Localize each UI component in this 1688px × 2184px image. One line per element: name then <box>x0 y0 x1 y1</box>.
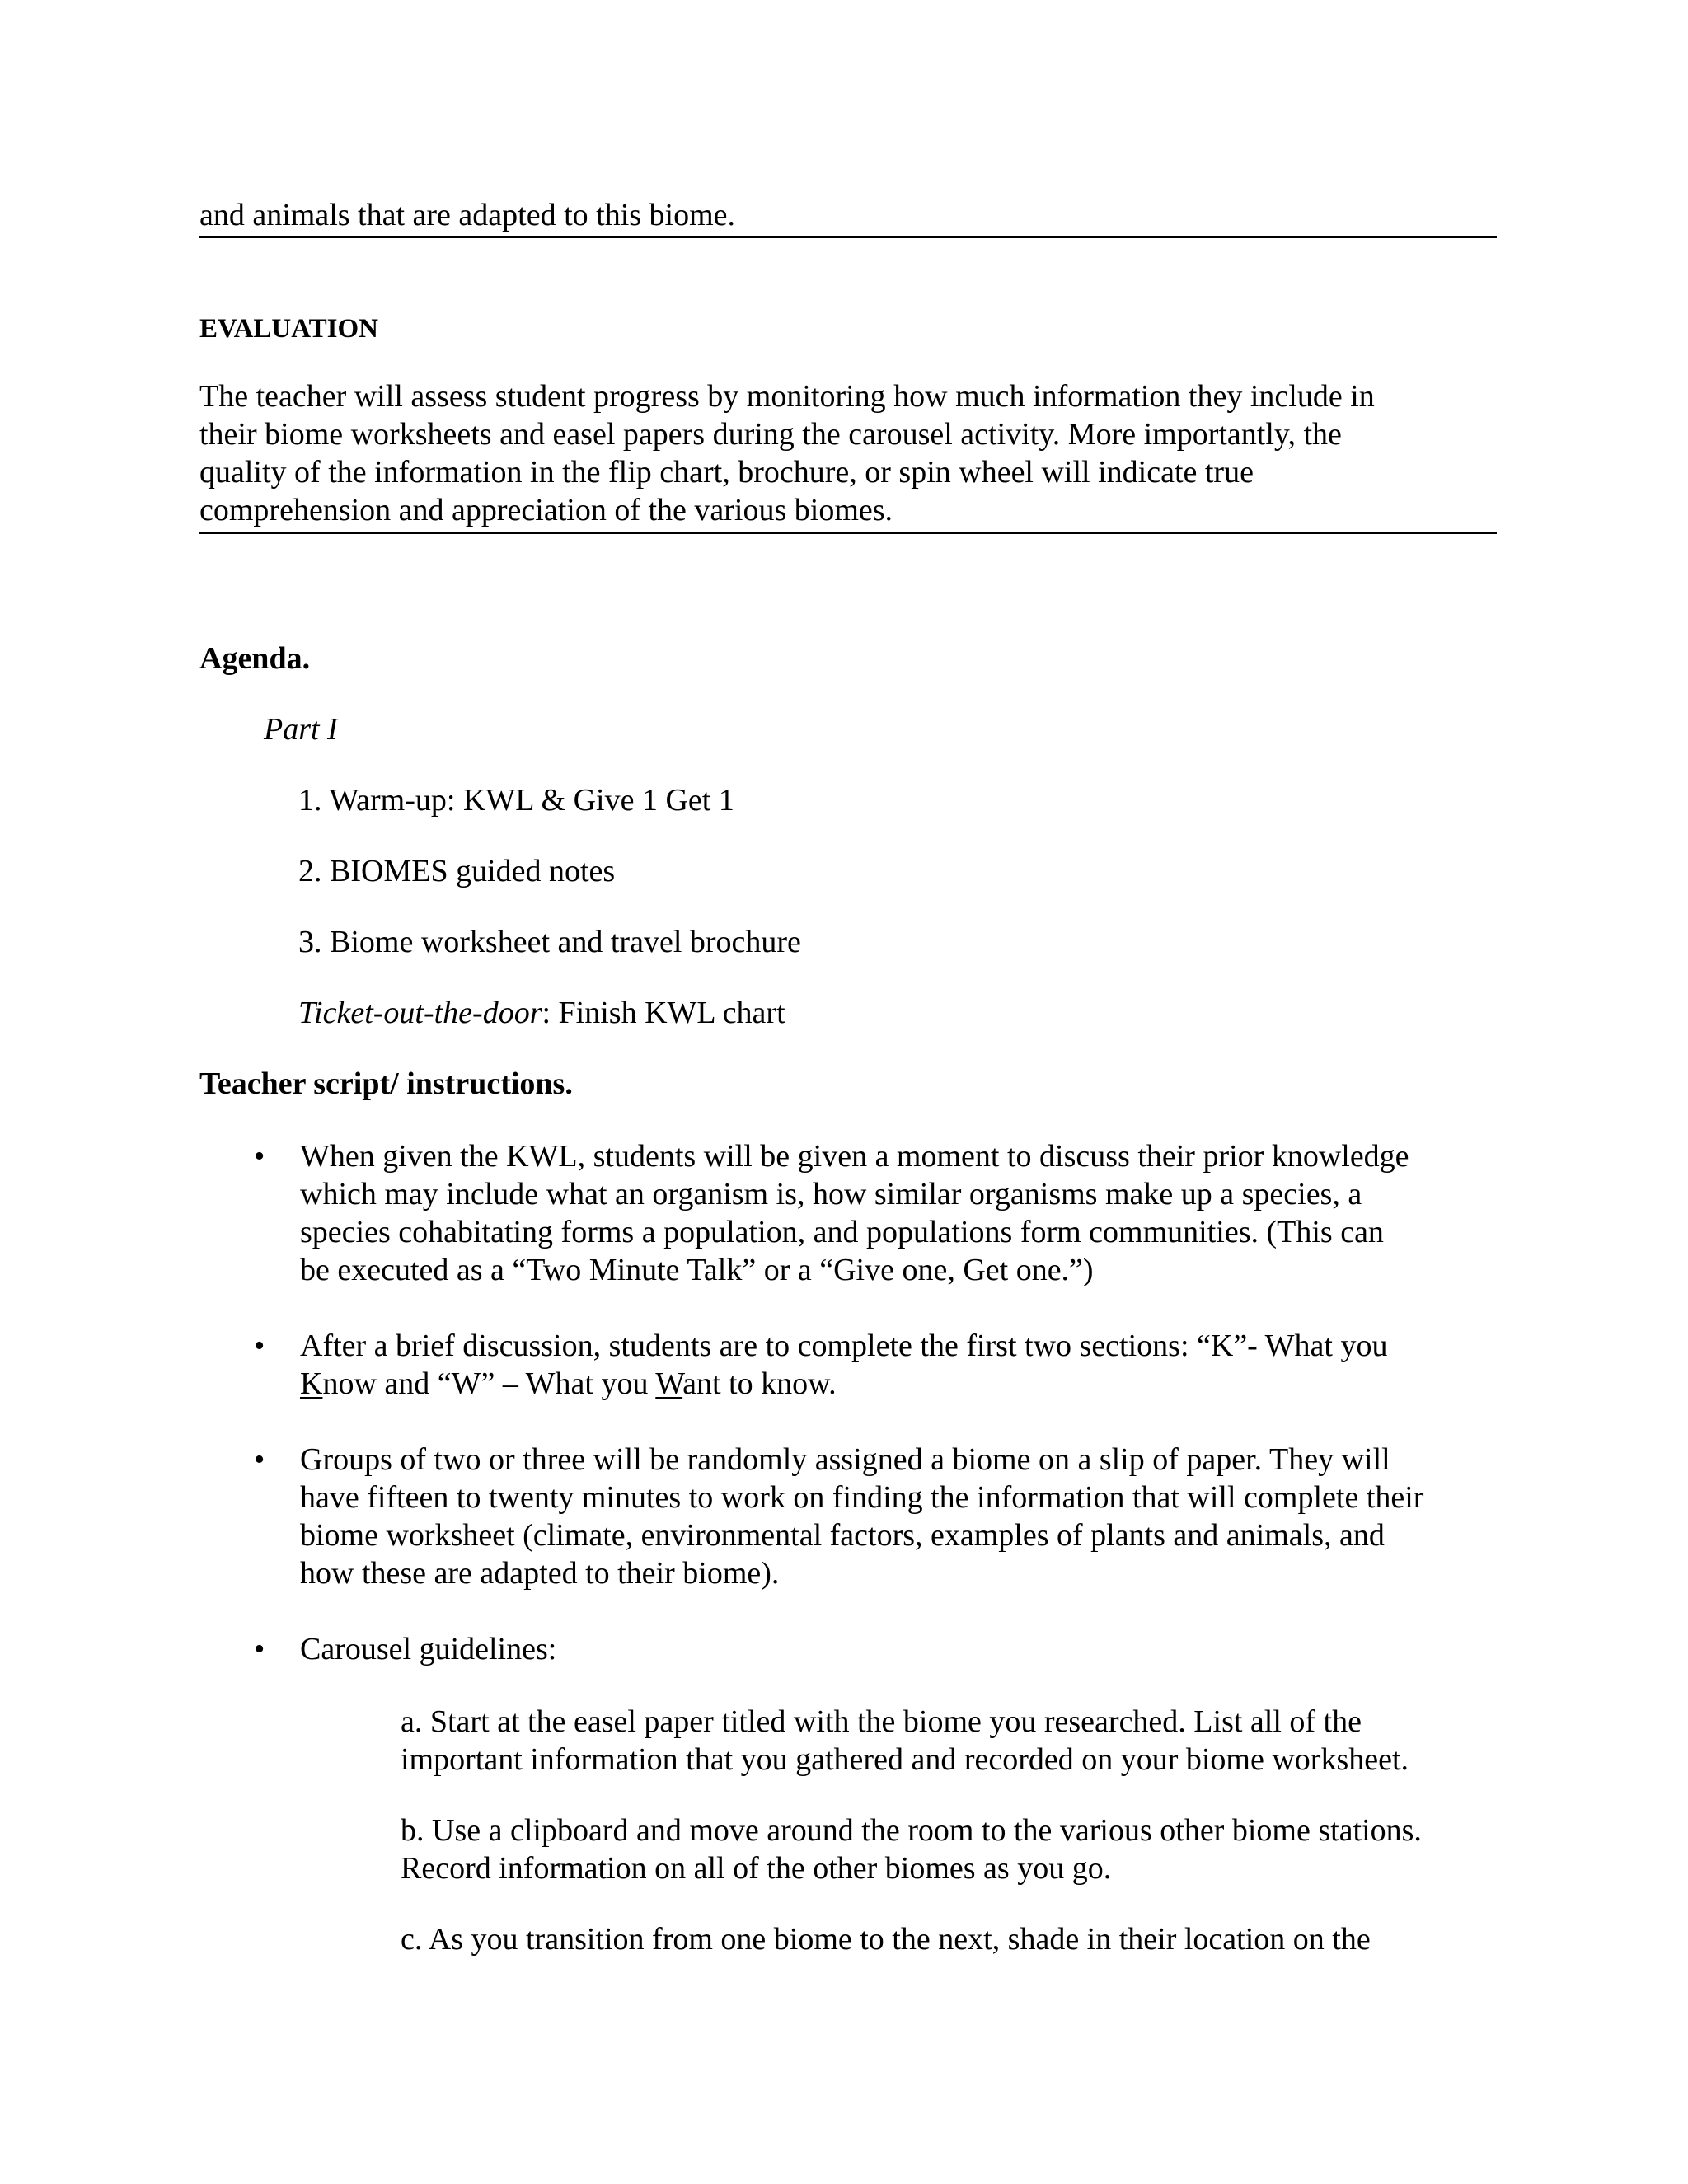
bullet-icon: • <box>254 1632 265 1666</box>
agenda-item: 2. BIOMES guided notes <box>298 854 616 888</box>
evaluation-heading: EVALUATION <box>199 314 378 344</box>
divider-line <box>199 236 1497 238</box>
agenda-item: 1. Warm-up: KWL & Give 1 Get 1 <box>298 783 734 818</box>
evaluation-line: The teacher will assess student progress by monitoring how much information they include in <box>199 379 1375 414</box>
bullet-icon: • <box>254 1139 265 1174</box>
intro-fragment: and animals that are adapted to this biome. <box>199 198 736 232</box>
guideline-c: c. As you transition from one biome to the next, shade in their location on the <box>401 1922 1371 1957</box>
agenda-part-label: Part I <box>264 712 338 747</box>
bullet-item: • After a brief discussion, students are to complete the first two sections: “K”- What you Know and “W” – What you Want to know. <box>254 1329 1388 1401</box>
evaluation-line: their biome worksheets and easel papers during the carousel activity. More importantly, the <box>199 417 1342 452</box>
bullet-icon: • <box>254 1329 265 1363</box>
bullet-icon: • <box>254 1442 265 1477</box>
bullet-item: • Groups of two or three will be randomly assigned a biome on a slip of paper. They will have fifteen to twenty minutes to work on finding the information that will complete their biome worksheet (climate, environmental factors, examples of plants and animals, and how these are adapted to their biome). <box>254 1442 1424 1591</box>
ticket-label: Ticket-out-the-door <box>298 996 542 1030</box>
agenda-heading: Agenda. <box>199 641 311 676</box>
agenda-item: 3. Biome worksheet and travel brochure <box>298 925 801 959</box>
bullet-item: • When given the KWL, students will be given a moment to discuss their prior knowledge which may include what an organism is, how similar organisms make up a species, a species cohabitating forms a population, and populations form communities. (This can be executed as a “Two Minute Talk” or a “Give one, Get one.”) <box>254 1139 1409 1287</box>
underlined-w: W <box>655 1366 683 1401</box>
guideline-a: a. Start at the easel paper titled with the biome you researched. List all of the important information that you gathered and recorded on your biome worksheet. <box>401 1704 1409 1777</box>
bullet-item: • Carousel guidelines: <box>254 1632 557 1666</box>
ticket-out-the-door <box>298 994 785 1032</box>
divider-line <box>199 532 1497 534</box>
evaluation-line: comprehension and appreciation of the various biomes. <box>199 493 893 527</box>
evaluation-line: quality of the information in the flip chart, brochure, or spin wheel will indicate true <box>199 455 1254 490</box>
teacher-script-heading: Teacher script/ instructions. <box>199 1066 573 1101</box>
guideline-b: b. Use a clipboard and move around the room to the various other biome stations. Record information on all of the other biomes as you go. <box>401 1813 1422 1886</box>
underlined-k: K <box>300 1366 323 1401</box>
evaluation-paragraph <box>199 377 1518 529</box>
ticket-text: : Finish KWL chart <box>542 996 785 1030</box>
